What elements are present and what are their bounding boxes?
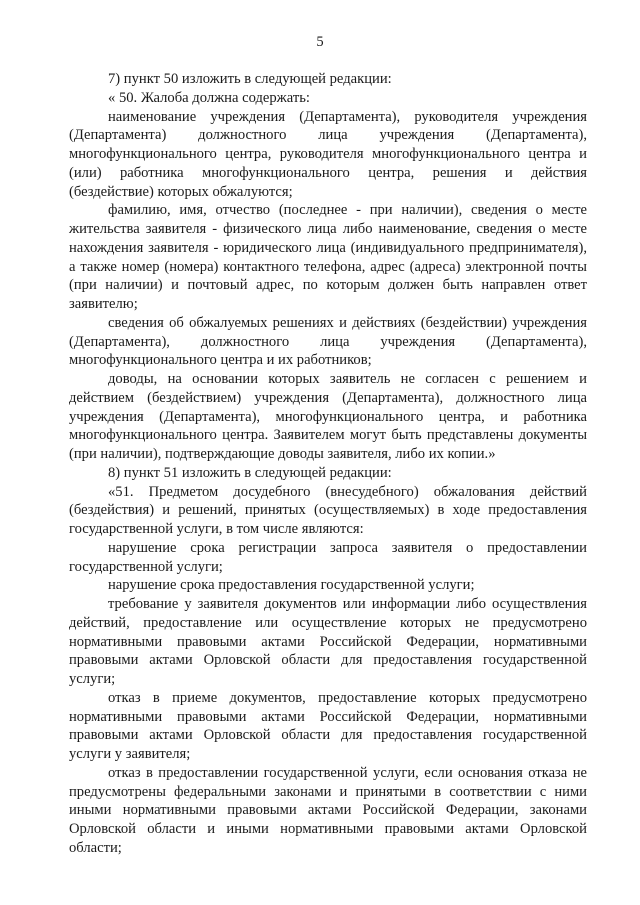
- paragraph: 8) пункт 51 изложить в следующей редакции:: [108, 464, 392, 481]
- paragraph: нарушение срока регистрации запроса заявителя о предоставлении государственной услуги;: [69, 539, 587, 575]
- paragraph: сведения об обжалуемых решениях и действиях (бездействии) учреждения (Департамента), должностного лица учреждения (Департамента), многофункционального центра и их работников;: [69, 314, 587, 369]
- paragraph: 7) пункт 50 изложить в следующей редакции:: [108, 71, 392, 87]
- paragraph: « 50. Жалоба должна содержать:: [108, 89, 310, 106]
- paragraph: отказ в приеме документов, предоставление которых предусмотрено нормативными правовыми актами Российской Федерации, нормативными правовыми актами Орловской области для предоставления государственной услуги у заявителя;: [69, 689, 587, 762]
- paragraph: «51. Предметом досудебного (внесудебного) обжалования действий (бездействия) и решений, принятых (осуществляемых) в ходе предоставления государственной услуги, в том числе являются:: [69, 483, 587, 537]
- paragraph: нарушение срока предоставления государственной услуги;: [108, 577, 475, 594]
- page-number: 5: [316, 34, 324, 50]
- paragraph: доводы, на основании которых заявитель не согласен с решением и действием (бездействием) учреждения (Департамента), должностного лица учреждения (Департамента), многофункционального центра, и работника многофункционального центра. Заявителем могут быть представлены документы (при наличии), подтверждающие доводы заявителя, либо их копии.»: [69, 371, 587, 462]
- paragraph: отказ в предоставлении государственной услуги, если основания отказа не предусмотрены федеральными законами и принятыми в соответствии с ними иными нормативными правовыми актами Российской Федерации, законами Орловской области и иными нормативными правовыми актами Орловской области;: [69, 764, 587, 856]
- paragraph: фамилию, имя, отчество (последнее - при наличии), сведения о месте жительства заявителя - физического лица либо наименование, сведения о месте нахождения заявителя - юридического лица (индивидуального предпринимателя), а также номер (номера) контактного телефона, адрес (адреса) электронной почты (при наличии) и почтовый адрес, по которым должен быть направлен ответ заявителю;: [69, 202, 587, 312]
- document-body: [69, 70, 587, 858]
- paragraph: требование у заявителя документов или информации либо осуществления действий, предоставление или осуществление которых не предусмотрено нормативными правовыми актами Российской Федерации, нормативными правовыми актами Орловской области для предоставления государственной услуги;: [69, 596, 587, 687]
- paragraph: наименование учреждения (Департамента), руководителя учреждения (Департамента) должностного лица учреждения (Департамента), многофункционального центра, руководителя многофункционального центра и (или) работника многофункционального центра, решения и действия (бездействие) которых обжалуются;: [69, 108, 587, 200]
